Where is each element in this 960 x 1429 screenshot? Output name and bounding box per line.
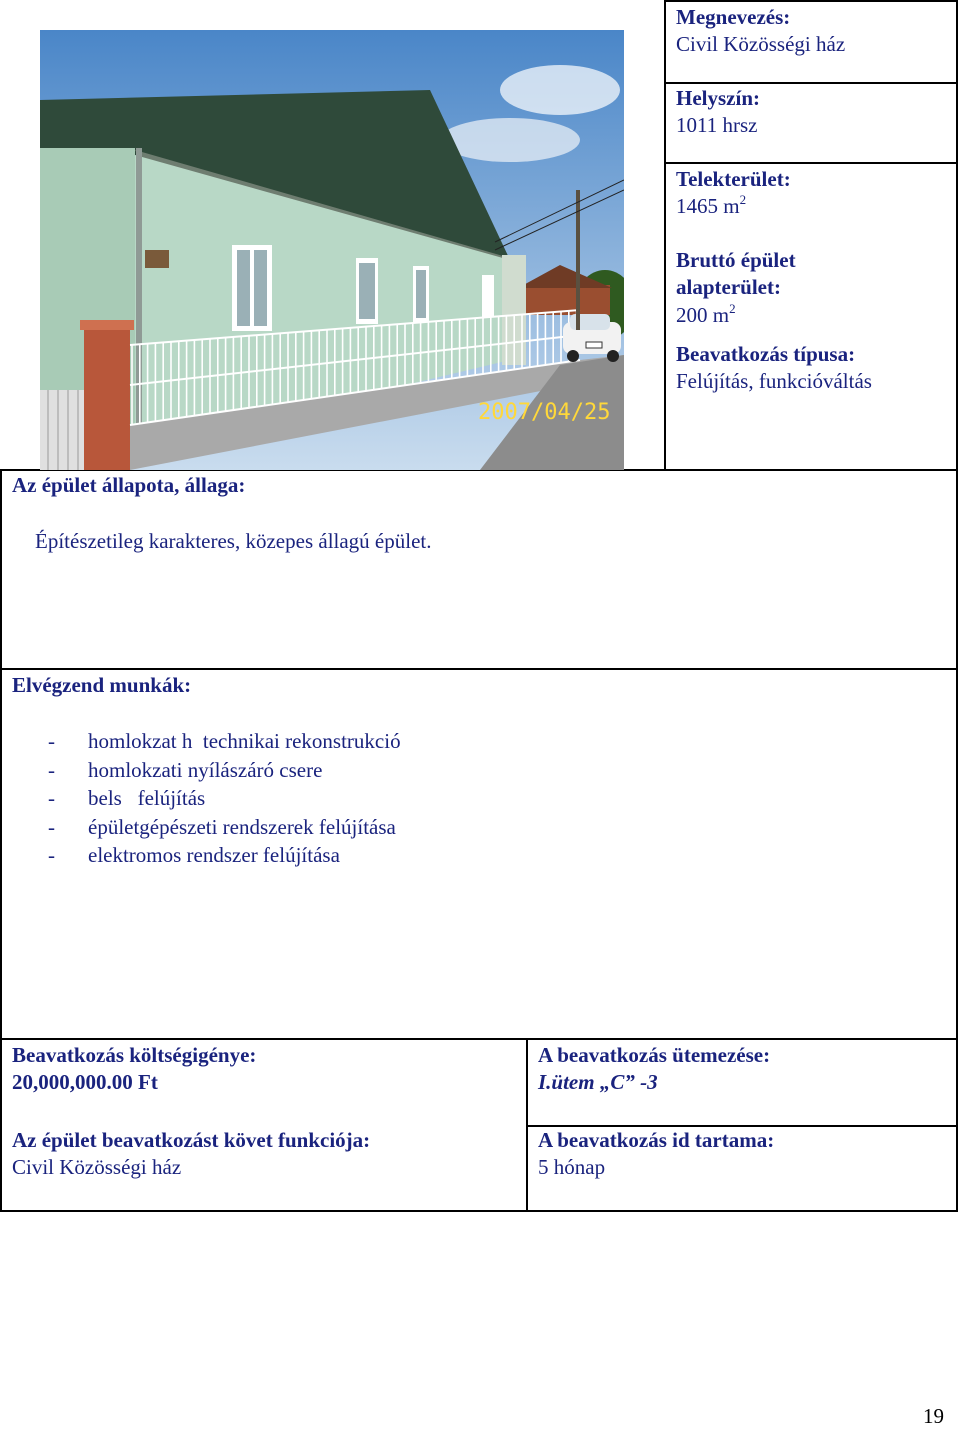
divider-bottom: [0, 1038, 958, 1040]
cost-label: Beavatkozás költségigénye:: [12, 1043, 257, 1067]
frame-top: [664, 0, 958, 2]
plot-value: [676, 193, 746, 220]
duration-label: A beavatkozás id tartama:: [538, 1128, 775, 1152]
works-label: Elvégzend munkák:: [12, 673, 192, 697]
list-dash: -: [48, 814, 55, 839]
works-list-item: [48, 784, 205, 812]
works-item-text: homlokzati nyílászáró csere: [88, 757, 323, 782]
list-dash: -: [48, 843, 55, 867]
works-list-item: [48, 813, 396, 841]
plot-value-number: 1465 m: [676, 194, 740, 218]
divider-h1: [664, 82, 958, 84]
function-value: Civil Közösségi ház: [12, 1155, 182, 1179]
works-list-item: [48, 841, 340, 869]
location-label: Helyszín:: [676, 86, 760, 110]
frame-left: [0, 469, 2, 1212]
frame-bottom: [0, 1210, 958, 1212]
divider-h2: [664, 162, 958, 164]
gross-area-value: [676, 302, 736, 329]
plot-unit-sup: 2: [739, 192, 747, 207]
divider-works: [0, 668, 958, 670]
name-value: Civil Közösségi ház: [676, 32, 846, 56]
list-dash: -: [48, 786, 55, 810]
plot-label: Telekterület:: [676, 167, 791, 191]
works-list-item: [48, 727, 401, 755]
works-item-text: bels felújítás: [88, 786, 206, 810]
works-item-text: elektromos rendszer felújítása: [88, 843, 340, 867]
gross-area-number: 200 m: [676, 303, 730, 327]
function-label: Az épület beavatkozást követ funkciója:: [12, 1128, 371, 1152]
schedule-value: I.ütem „C” -3: [538, 1070, 658, 1094]
list-dash: -: [48, 729, 55, 753]
condition-label: Az épület állapota, állaga:: [12, 473, 246, 497]
photo-date-stamp: 2007/04/25: [478, 400, 611, 425]
list-dash: -: [48, 757, 55, 782]
intervention-type-value: Felújítás, funkcióváltás: [676, 369, 872, 393]
page-number: 19: [923, 1404, 944, 1428]
cost-value: 20,000,000.00 Ft: [12, 1070, 158, 1094]
name-label: Megnevezés:: [676, 5, 791, 29]
schedule-label: A beavatkozás ütemezése:: [538, 1043, 771, 1067]
frame-right: [956, 0, 958, 1212]
intervention-type-label: Beavatkozás típusa:: [676, 342, 856, 366]
works-item-text: homlokzat h technikai rekonstrukció: [88, 729, 401, 753]
location-value: 1011 hrsz: [676, 113, 758, 137]
condition-text: Építészetileg karakteres, közepes állagú épület.: [35, 529, 432, 553]
works-item-text: épületgépészeti rendszerek felújítása: [88, 814, 396, 839]
works-list-item: [48, 756, 322, 784]
frame-left-top: [664, 0, 666, 470]
building-photo: [40, 30, 624, 470]
gross-unit-sup: 2: [729, 301, 736, 316]
duration-value: 5 hónap: [538, 1155, 606, 1179]
gross-area-label-2: alapterület:: [676, 275, 781, 299]
gross-area-label-1: Bruttó épület: [676, 248, 796, 272]
